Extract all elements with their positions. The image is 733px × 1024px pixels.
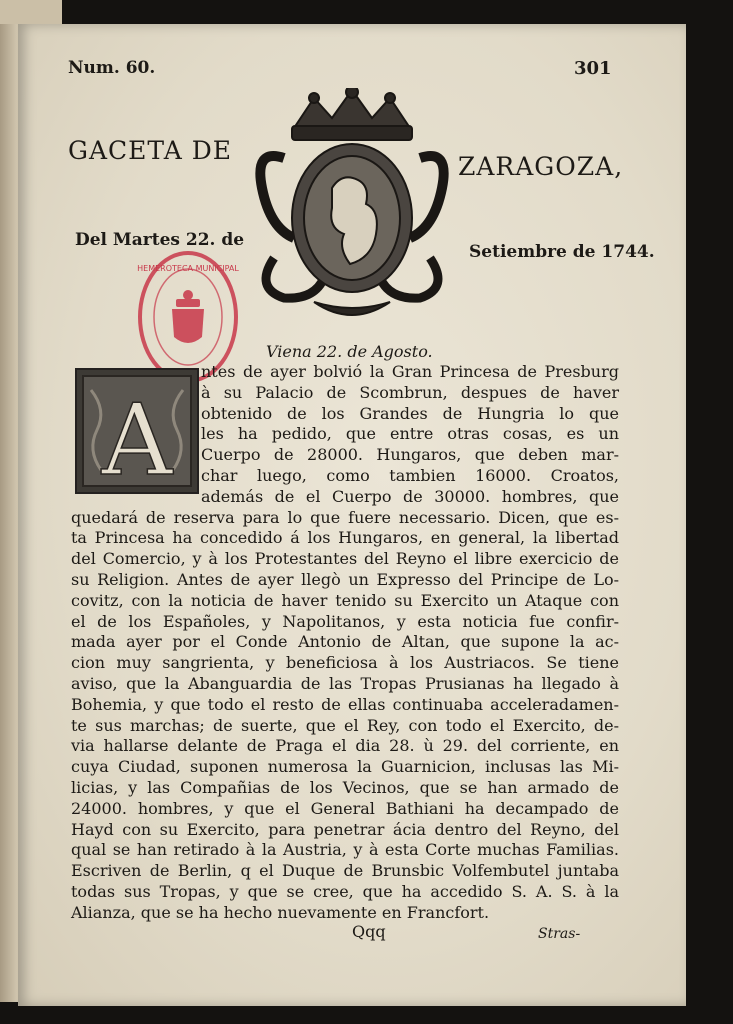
article-line: ta Princesa ha concedido á los Hungaros, en general, la libertad [71,528,619,548]
article-line: les ha pedido, que entre otras cosas, es un [201,424,619,444]
date-left: Del Martes 22. de [75,230,245,250]
newspaper-page [18,24,686,1006]
article-line: además de el Cuerpo de 30000. hombres, que [201,486,619,506]
article-line: el de los Españoles, y Napolitanos, y esta noticia fue confir- [71,611,619,631]
article-line: Hayd con su Exercito, para penetrar ácia dentro del Reyno, del [71,819,619,839]
article-line: su Religion. Antes de ayer llegò un Expresso del Principe de Lo- [71,569,619,589]
stamp-text: HEMEROTECA MUNICIPAL [137,264,239,273]
article-line: cion muy sangrienta, y beneficiosa à los Austriacos. Se tiene [71,653,619,673]
article-line: licias, y las Compañias de los Vecinos, que se han armado de [71,777,619,797]
article-body [71,362,619,924]
article-line: quedará de reserva para lo que fuere necessario. Dicen, que es- [71,507,619,527]
article-line: todas sus Tropas, y que se cree, que ha accedido S. A. S. à la [71,881,619,901]
article-line: Alianza, que se ha hecho nuevamente en Francfort. [71,902,490,922]
article-line: del Comercio, y à los Protestantes del Reyno el libre exercicio de [71,549,619,569]
facing-page-corner [0,0,62,24]
issue-number: Num. 60. [68,58,156,78]
article-dateline: Viena 22. de Agosto. [266,342,433,361]
article-line: cuya Ciudad, suponen numerosa la Guarnicion, inclusas las Mi- [71,757,619,777]
article-line: char luego, como tambien 16000. Croatos, [201,465,619,485]
initial-letter: A [101,384,173,492]
catchword-left: Qqq [352,922,386,941]
article-line: mada ayer por el Conde Antonio de Altan, que supone la ac- [71,632,619,652]
article-line: Cuerpo de 28000. Hungaros, que deben mar- [201,445,619,465]
article-line: aviso, que la Abanguardia de las Tropas Prusianas ha llegado à [71,673,619,693]
article-line: qual se han retirado à la Austria, y à esta Corte muchas Familias. [71,840,619,860]
article-line: Bohemia, y que todo el resto de ellas continuaba acceleradamen- [71,694,619,714]
coat-of-arms-crest [254,88,450,322]
title-right: ZARAGOZA, [458,152,624,181]
article-line: Escriven de Berlin, q el Duque de Brunsbic Volfembutel juntaba [71,861,619,881]
article-line: à su Palacio de Scombrun, despues de haver [201,382,619,402]
page-number: 301 [574,58,612,79]
article-line: via hallarse delante de Praga el dia 28. ù 29. del corriente, en [71,736,619,756]
article-line: covitz, con la noticia de haver tenido su Exercito un Ataque con [71,590,619,610]
article-line: ntes de ayer bolvió la Gran Princesa de Presburg [201,362,619,381]
article-line: 24000. hombres, y que el General Bathiani ha decampado de [71,798,619,818]
date-right: Setiembre de 1744. [469,242,655,262]
title-left: GACETA DE [68,136,233,165]
article-line: obtenido de los Grandes de Hungria lo que [201,403,619,423]
catchword-right: Stras- [538,926,581,942]
article-line: te sus marchas; de suerte, que el Rey, con todo el Exercito, de- [71,715,619,735]
